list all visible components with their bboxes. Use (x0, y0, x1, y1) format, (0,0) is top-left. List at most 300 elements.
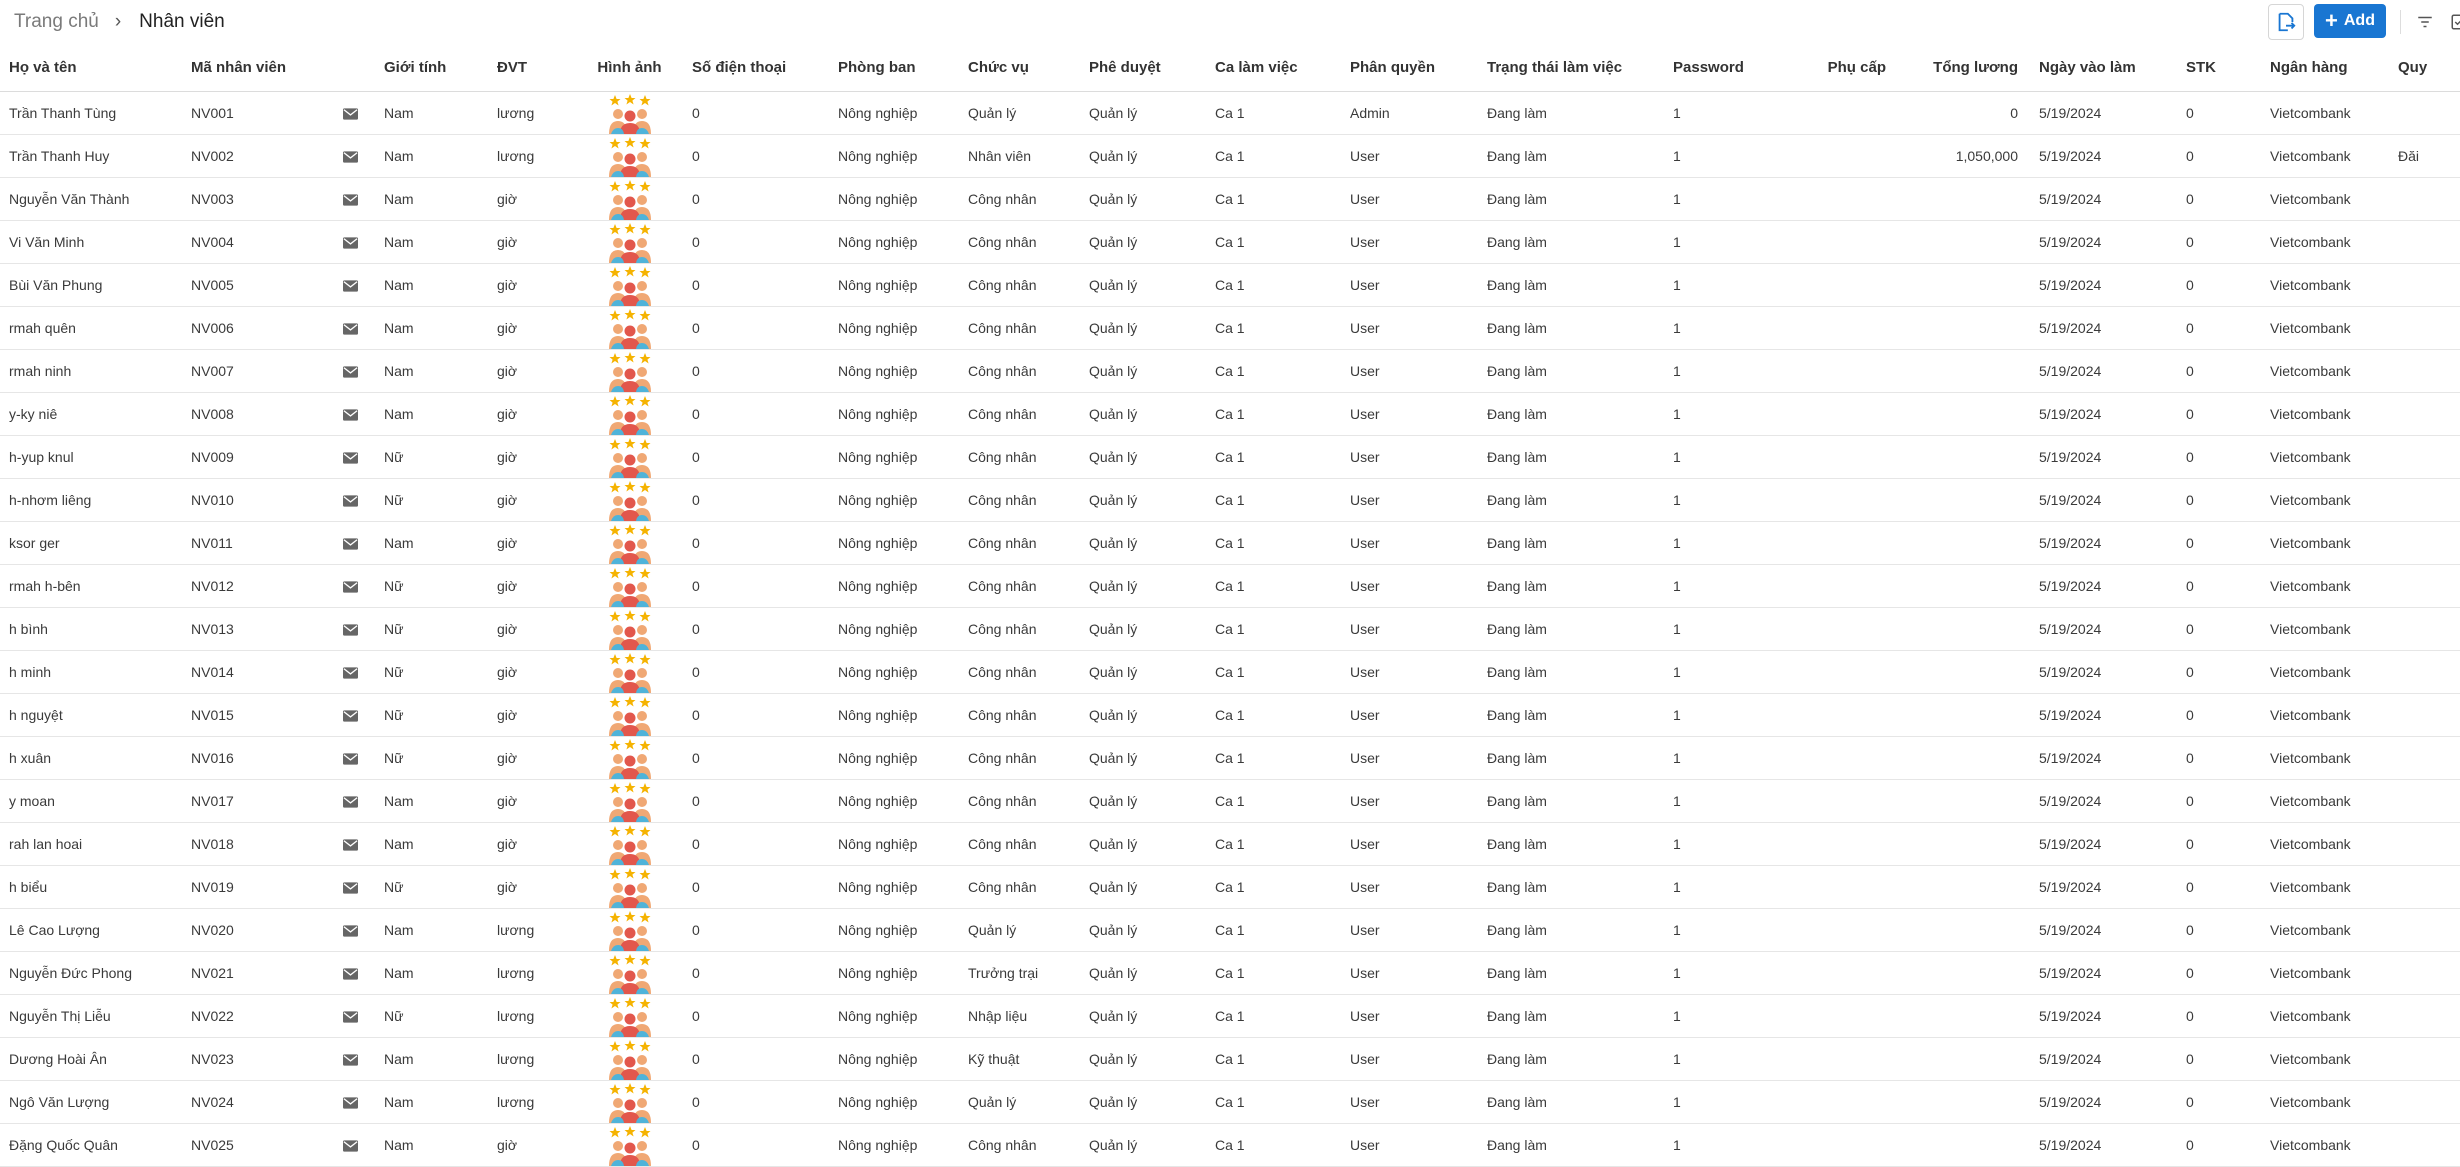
cell-perm[interactable]: User (1341, 608, 1478, 651)
cell-gender[interactable]: Nữ (375, 651, 488, 694)
cell-gender[interactable]: Nữ (375, 608, 488, 651)
export-button[interactable] (2268, 4, 2304, 40)
cell-stk[interactable]: 0 (2177, 608, 2261, 651)
cell-mail[interactable] (325, 694, 375, 737)
cell-stk[interactable]: 0 (2177, 178, 2261, 221)
cell-phone[interactable]: 0 (683, 608, 829, 651)
cell-date[interactable]: 5/19/2024 (2030, 350, 2177, 393)
cell-dept[interactable]: Nông nghiệp (829, 264, 959, 307)
cell-unit[interactable]: giờ (488, 522, 576, 565)
cell-image[interactable] (576, 350, 683, 393)
cell-unit[interactable]: giờ (488, 350, 576, 393)
cell-status[interactable]: Đang làm (1478, 1038, 1664, 1081)
cell-image[interactable] (576, 565, 683, 608)
cell-bank[interactable]: Vietcombank (2261, 135, 2389, 178)
cell-dept[interactable]: Nông nghiệp (829, 135, 959, 178)
mail-icon[interactable] (343, 409, 358, 421)
cell-code[interactable]: NV002 (182, 135, 325, 178)
mail-icon[interactable] (343, 1140, 358, 1152)
cell-name[interactable]: h-nhơm liêng (0, 479, 182, 522)
cell-pw[interactable]: 1 (1664, 780, 1783, 823)
cell-unit[interactable]: giờ (488, 608, 576, 651)
cell-allow[interactable] (1783, 565, 1898, 608)
cell-perm[interactable]: User (1341, 866, 1478, 909)
cell-unit[interactable]: lương (488, 909, 576, 952)
cell-name[interactable]: Ngô Văn Lượng (0, 1081, 182, 1124)
cell-pw[interactable]: 1 (1664, 651, 1783, 694)
cell-pw[interactable]: 1 (1664, 694, 1783, 737)
cell-shift[interactable]: Ca 1 (1206, 264, 1341, 307)
cell-perm[interactable]: User (1341, 178, 1478, 221)
cell-bank[interactable]: Vietcombank (2261, 264, 2389, 307)
cell-gender[interactable]: Nam (375, 307, 488, 350)
cell-stk[interactable]: 0 (2177, 995, 2261, 1038)
cell-total[interactable] (1898, 694, 2030, 737)
cell-name[interactable]: Dương Hoài Ân (0, 1038, 182, 1081)
cell-dept[interactable]: Nông nghiệp (829, 651, 959, 694)
cell-status[interactable]: Đang làm (1478, 436, 1664, 479)
cell-quy[interactable] (2389, 651, 2460, 694)
cell-status[interactable]: Đang làm (1478, 307, 1664, 350)
cell-pw[interactable]: 1 (1664, 436, 1783, 479)
cell-image[interactable] (576, 651, 683, 694)
cell-approve[interactable]: Quản lý (1080, 92, 1206, 135)
cell-bank[interactable]: Vietcombank (2261, 307, 2389, 350)
cell-date[interactable]: 5/19/2024 (2030, 135, 2177, 178)
column-chooser-button[interactable] (2446, 8, 2460, 36)
cell-pw[interactable]: 1 (1664, 1038, 1783, 1081)
cell-name[interactable]: Lê Cao Lượng (0, 909, 182, 952)
cell-allow[interactable] (1783, 221, 1898, 264)
cell-role[interactable]: Công nhân (959, 651, 1080, 694)
cell-status[interactable]: Đang làm (1478, 565, 1664, 608)
cell-image[interactable] (576, 92, 683, 135)
cell-stk[interactable]: 0 (2177, 307, 2261, 350)
cell-dept[interactable]: Nông nghiệp (829, 823, 959, 866)
cell-gender[interactable]: Nam (375, 264, 488, 307)
cell-phone[interactable]: 0 (683, 1038, 829, 1081)
cell-allow[interactable] (1783, 264, 1898, 307)
cell-shift[interactable]: Ca 1 (1206, 737, 1341, 780)
cell-mail[interactable] (325, 1081, 375, 1124)
cell-gender[interactable]: Nam (375, 92, 488, 135)
cell-stk[interactable]: 0 (2177, 823, 2261, 866)
cell-code[interactable]: NV014 (182, 651, 325, 694)
cell-phone[interactable]: 0 (683, 952, 829, 995)
cell-status[interactable]: Đang làm (1478, 350, 1664, 393)
cell-perm[interactable]: User (1341, 264, 1478, 307)
cell-status[interactable]: Đang làm (1478, 178, 1664, 221)
filter-button[interactable] (2412, 8, 2438, 36)
cell-gender[interactable]: Nữ (375, 694, 488, 737)
cell-gender[interactable]: Nam (375, 350, 488, 393)
cell-date[interactable]: 5/19/2024 (2030, 565, 2177, 608)
cell-code[interactable]: NV003 (182, 178, 325, 221)
cell-allow[interactable] (1783, 694, 1898, 737)
cell-code[interactable]: NV025 (182, 1124, 325, 1167)
cell-allow[interactable] (1783, 608, 1898, 651)
cell-phone[interactable]: 0 (683, 909, 829, 952)
cell-unit[interactable]: giờ (488, 178, 576, 221)
cell-image[interactable] (576, 522, 683, 565)
mail-icon[interactable] (343, 108, 358, 120)
cell-phone[interactable]: 0 (683, 264, 829, 307)
cell-approve[interactable]: Quản lý (1080, 393, 1206, 436)
cell-name[interactable]: h xuân (0, 737, 182, 780)
cell-shift[interactable]: Ca 1 (1206, 651, 1341, 694)
cell-quy[interactable] (2389, 1081, 2460, 1124)
cell-total[interactable] (1898, 909, 2030, 952)
cell-phone[interactable]: 0 (683, 1124, 829, 1167)
cell-shift[interactable]: Ca 1 (1206, 1124, 1341, 1167)
cell-approve[interactable]: Quản lý (1080, 522, 1206, 565)
cell-phone[interactable]: 0 (683, 92, 829, 135)
cell-unit[interactable]: giờ (488, 393, 576, 436)
column-header-mail[interactable] (325, 44, 375, 92)
table-row[interactable] (0, 393, 2460, 436)
cell-approve[interactable]: Quản lý (1080, 651, 1206, 694)
cell-bank[interactable]: Vietcombank (2261, 436, 2389, 479)
cell-dept[interactable]: Nông nghiệp (829, 522, 959, 565)
cell-unit[interactable]: lương (488, 1038, 576, 1081)
cell-stk[interactable]: 0 (2177, 952, 2261, 995)
cell-status[interactable]: Đang làm (1478, 1124, 1664, 1167)
cell-name[interactable]: h bình (0, 608, 182, 651)
cell-unit[interactable]: giờ (488, 823, 576, 866)
cell-total[interactable] (1898, 178, 2030, 221)
cell-approve[interactable]: Quản lý (1080, 1081, 1206, 1124)
cell-image[interactable] (576, 264, 683, 307)
cell-image[interactable] (576, 479, 683, 522)
cell-gender[interactable]: Nam (375, 909, 488, 952)
column-header-perm[interactable]: Phân quyền (1341, 44, 1478, 92)
cell-dept[interactable]: Nông nghiệp (829, 694, 959, 737)
cell-allow[interactable] (1783, 823, 1898, 866)
cell-phone[interactable]: 0 (683, 393, 829, 436)
cell-total[interactable] (1898, 565, 2030, 608)
cell-stk[interactable]: 0 (2177, 737, 2261, 780)
cell-phone[interactable]: 0 (683, 780, 829, 823)
cell-unit[interactable]: giờ (488, 264, 576, 307)
table-row[interactable] (0, 436, 2460, 479)
cell-mail[interactable] (325, 393, 375, 436)
cell-name[interactable]: Nguyễn Văn Thành (0, 178, 182, 221)
cell-code[interactable]: NV016 (182, 737, 325, 780)
cell-phone[interactable]: 0 (683, 737, 829, 780)
cell-code[interactable]: NV008 (182, 393, 325, 436)
cell-quy[interactable] (2389, 92, 2460, 135)
mail-icon[interactable] (343, 1054, 358, 1066)
cell-perm[interactable]: User (1341, 651, 1478, 694)
cell-name[interactable]: Nguyễn Thị Liễu (0, 995, 182, 1038)
cell-bank[interactable]: Vietcombank (2261, 350, 2389, 393)
column-header-img[interactable]: Hình ảnh (576, 44, 683, 92)
cell-dept[interactable]: Nông nghiệp (829, 350, 959, 393)
column-header-date[interactable]: Ngày vào làm (2030, 44, 2177, 92)
table-row[interactable] (0, 479, 2460, 522)
mail-icon[interactable] (343, 710, 358, 722)
cell-approve[interactable]: Quản lý (1080, 780, 1206, 823)
cell-unit[interactable]: giờ (488, 1124, 576, 1167)
cell-gender[interactable]: Nữ (375, 866, 488, 909)
table-row[interactable] (0, 522, 2460, 565)
cell-mail[interactable] (325, 436, 375, 479)
cell-dept[interactable]: Nông nghiệp (829, 952, 959, 995)
cell-stk[interactable]: 0 (2177, 264, 2261, 307)
cell-stk[interactable]: 0 (2177, 479, 2261, 522)
cell-approve[interactable]: Quản lý (1080, 866, 1206, 909)
cell-approve[interactable]: Quản lý (1080, 436, 1206, 479)
cell-total[interactable] (1898, 737, 2030, 780)
cell-stk[interactable]: 0 (2177, 350, 2261, 393)
cell-role[interactable]: Công nhân (959, 350, 1080, 393)
mail-icon[interactable] (343, 366, 358, 378)
cell-role[interactable]: Công nhân (959, 522, 1080, 565)
cell-stk[interactable]: 0 (2177, 522, 2261, 565)
cell-name[interactable]: rmah ninh (0, 350, 182, 393)
cell-perm[interactable]: Admin (1341, 92, 1478, 135)
cell-quy[interactable] (2389, 1038, 2460, 1081)
column-header-name[interactable]: Họ và tên (0, 44, 182, 92)
cell-bank[interactable]: Vietcombank (2261, 866, 2389, 909)
cell-gender[interactable]: Nam (375, 1038, 488, 1081)
cell-date[interactable]: 5/19/2024 (2030, 436, 2177, 479)
cell-dept[interactable]: Nông nghiệp (829, 608, 959, 651)
cell-image[interactable] (576, 780, 683, 823)
cell-code[interactable]: NV022 (182, 995, 325, 1038)
cell-shift[interactable]: Ca 1 (1206, 608, 1341, 651)
cell-role[interactable]: Công nhân (959, 780, 1080, 823)
cell-allow[interactable] (1783, 866, 1898, 909)
cell-quy[interactable] (2389, 694, 2460, 737)
cell-pw[interactable]: 1 (1664, 479, 1783, 522)
cell-name[interactable]: rmah quên (0, 307, 182, 350)
cell-approve[interactable]: Quản lý (1080, 264, 1206, 307)
cell-total[interactable] (1898, 952, 2030, 995)
cell-approve[interactable]: Quản lý (1080, 823, 1206, 866)
cell-allow[interactable] (1783, 1081, 1898, 1124)
cell-gender[interactable]: Nam (375, 522, 488, 565)
cell-mail[interactable] (325, 823, 375, 866)
cell-perm[interactable]: User (1341, 221, 1478, 264)
cell-date[interactable]: 5/19/2024 (2030, 995, 2177, 1038)
cell-bank[interactable]: Vietcombank (2261, 1081, 2389, 1124)
table-row[interactable] (0, 737, 2460, 780)
column-header-status[interactable]: Trạng thái làm việc (1478, 44, 1664, 92)
table-row[interactable] (0, 823, 2460, 866)
cell-role[interactable]: Nhân viên (959, 135, 1080, 178)
table-row[interactable] (0, 952, 2460, 995)
cell-name[interactable]: Bùi Văn Phung (0, 264, 182, 307)
table-row[interactable] (0, 1081, 2460, 1124)
cell-perm[interactable]: User (1341, 135, 1478, 178)
cell-status[interactable]: Đang làm (1478, 866, 1664, 909)
cell-role[interactable]: Công nhân (959, 608, 1080, 651)
cell-image[interactable] (576, 178, 683, 221)
cell-unit[interactable]: giờ (488, 780, 576, 823)
cell-code[interactable]: NV004 (182, 221, 325, 264)
cell-image[interactable] (576, 866, 683, 909)
cell-unit[interactable]: giờ (488, 436, 576, 479)
cell-date[interactable]: 5/19/2024 (2030, 952, 2177, 995)
cell-phone[interactable]: 0 (683, 1081, 829, 1124)
cell-bank[interactable]: Vietcombank (2261, 221, 2389, 264)
cell-status[interactable]: Đang làm (1478, 522, 1664, 565)
cell-shift[interactable]: Ca 1 (1206, 1038, 1341, 1081)
cell-stk[interactable]: 0 (2177, 1081, 2261, 1124)
cell-gender[interactable]: Nam (375, 1124, 488, 1167)
cell-total[interactable] (1898, 393, 2030, 436)
cell-pw[interactable]: 1 (1664, 995, 1783, 1038)
cell-image[interactable] (576, 608, 683, 651)
cell-total[interactable]: 0 (1898, 92, 2030, 135)
mail-icon[interactable] (343, 495, 358, 507)
cell-dept[interactable]: Nông nghiệp (829, 565, 959, 608)
cell-image[interactable] (576, 1038, 683, 1081)
cell-bank[interactable]: Vietcombank (2261, 92, 2389, 135)
cell-dept[interactable]: Nông nghiệp (829, 780, 959, 823)
cell-perm[interactable]: User (1341, 350, 1478, 393)
cell-allow[interactable] (1783, 436, 1898, 479)
cell-stk[interactable]: 0 (2177, 436, 2261, 479)
cell-perm[interactable]: User (1341, 737, 1478, 780)
cell-date[interactable]: 5/19/2024 (2030, 264, 2177, 307)
breadcrumb-home-link[interactable]: Trang chủ (14, 11, 99, 32)
cell-quy[interactable] (2389, 221, 2460, 264)
mail-icon[interactable] (343, 624, 358, 636)
cell-pw[interactable]: 1 (1664, 135, 1783, 178)
cell-quy[interactable] (2389, 608, 2460, 651)
cell-approve[interactable]: Quản lý (1080, 1038, 1206, 1081)
cell-status[interactable]: Đang làm (1478, 823, 1664, 866)
cell-status[interactable]: Đang làm (1478, 221, 1664, 264)
cell-mail[interactable] (325, 264, 375, 307)
cell-perm[interactable]: User (1341, 479, 1478, 522)
cell-dept[interactable]: Nông nghiệp (829, 866, 959, 909)
cell-unit[interactable]: giờ (488, 694, 576, 737)
cell-dept[interactable]: Nông nghiệp (829, 1038, 959, 1081)
cell-mail[interactable] (325, 92, 375, 135)
mail-icon[interactable] (343, 753, 358, 765)
cell-allow[interactable] (1783, 307, 1898, 350)
cell-stk[interactable]: 0 (2177, 92, 2261, 135)
cell-total[interactable] (1898, 608, 2030, 651)
cell-bank[interactable]: Vietcombank (2261, 780, 2389, 823)
cell-code[interactable]: NV015 (182, 694, 325, 737)
cell-quy[interactable] (2389, 909, 2460, 952)
cell-code[interactable]: NV018 (182, 823, 325, 866)
cell-date[interactable]: 5/19/2024 (2030, 909, 2177, 952)
cell-role[interactable]: Công nhân (959, 178, 1080, 221)
cell-allow[interactable] (1783, 522, 1898, 565)
cell-pw[interactable]: 1 (1664, 92, 1783, 135)
cell-bank[interactable]: Vietcombank (2261, 522, 2389, 565)
cell-gender[interactable]: Nữ (375, 565, 488, 608)
table-row[interactable] (0, 694, 2460, 737)
cell-allow[interactable] (1783, 393, 1898, 436)
cell-dept[interactable]: Nông nghiệp (829, 221, 959, 264)
cell-mail[interactable] (325, 866, 375, 909)
cell-bank[interactable]: Vietcombank (2261, 909, 2389, 952)
cell-allow[interactable] (1783, 995, 1898, 1038)
cell-approve[interactable]: Quản lý (1080, 995, 1206, 1038)
cell-phone[interactable]: 0 (683, 307, 829, 350)
table-row[interactable] (0, 178, 2460, 221)
cell-code[interactable]: NV013 (182, 608, 325, 651)
column-header-quy[interactable]: Quy (2389, 44, 2460, 92)
cell-status[interactable]: Đang làm (1478, 1081, 1664, 1124)
cell-bank[interactable]: Vietcombank (2261, 737, 2389, 780)
column-header-role[interactable]: Chức vụ (959, 44, 1080, 92)
add-button[interactable] (2314, 4, 2386, 38)
cell-pw[interactable]: 1 (1664, 909, 1783, 952)
mail-icon[interactable] (343, 151, 358, 163)
cell-shift[interactable]: Ca 1 (1206, 221, 1341, 264)
cell-image[interactable] (576, 694, 683, 737)
cell-bank[interactable]: Vietcombank (2261, 178, 2389, 221)
cell-unit[interactable]: giờ (488, 479, 576, 522)
column-header-total[interactable]: Tổng lương (1898, 44, 2030, 92)
cell-pw[interactable]: 1 (1664, 178, 1783, 221)
cell-allow[interactable] (1783, 909, 1898, 952)
cell-shift[interactable]: Ca 1 (1206, 92, 1341, 135)
cell-date[interactable]: 5/19/2024 (2030, 780, 2177, 823)
cell-dept[interactable]: Nông nghiệp (829, 92, 959, 135)
cell-name[interactable]: y moan (0, 780, 182, 823)
cell-unit[interactable]: lương (488, 995, 576, 1038)
cell-phone[interactable]: 0 (683, 565, 829, 608)
cell-pw[interactable]: 1 (1664, 608, 1783, 651)
cell-code[interactable]: NV024 (182, 1081, 325, 1124)
cell-total[interactable] (1898, 1124, 2030, 1167)
cell-dept[interactable]: Nông nghiệp (829, 1081, 959, 1124)
cell-total[interactable] (1898, 651, 2030, 694)
cell-date[interactable]: 5/19/2024 (2030, 393, 2177, 436)
cell-image[interactable] (576, 1124, 683, 1167)
cell-bank[interactable]: Vietcombank (2261, 608, 2389, 651)
cell-mail[interactable] (325, 608, 375, 651)
cell-mail[interactable] (325, 350, 375, 393)
cell-shift[interactable]: Ca 1 (1206, 436, 1341, 479)
cell-perm[interactable]: User (1341, 565, 1478, 608)
cell-total[interactable] (1898, 1081, 2030, 1124)
cell-quy[interactable] (2389, 823, 2460, 866)
column-header-allow[interactable]: Phụ cấp (1783, 44, 1898, 92)
cell-gender[interactable]: Nam (375, 221, 488, 264)
cell-perm[interactable]: User (1341, 1124, 1478, 1167)
cell-code[interactable]: NV012 (182, 565, 325, 608)
cell-total[interactable] (1898, 995, 2030, 1038)
cell-approve[interactable]: Quản lý (1080, 178, 1206, 221)
cell-perm[interactable]: User (1341, 1038, 1478, 1081)
cell-pw[interactable]: 1 (1664, 221, 1783, 264)
cell-allow[interactable] (1783, 479, 1898, 522)
cell-date[interactable]: 5/19/2024 (2030, 479, 2177, 522)
cell-total[interactable] (1898, 264, 2030, 307)
cell-code[interactable]: NV020 (182, 909, 325, 952)
cell-unit[interactable]: lương (488, 135, 576, 178)
cell-name[interactable]: ksor ger (0, 522, 182, 565)
table-row[interactable] (0, 866, 2460, 909)
cell-status[interactable]: Đang làm (1478, 608, 1664, 651)
cell-stk[interactable]: 0 (2177, 135, 2261, 178)
cell-date[interactable]: 5/19/2024 (2030, 1081, 2177, 1124)
cell-image[interactable] (576, 737, 683, 780)
cell-name[interactable]: h nguyệt (0, 694, 182, 737)
cell-mail[interactable] (325, 307, 375, 350)
table-row[interactable] (0, 135, 2460, 178)
cell-pw[interactable]: 1 (1664, 866, 1783, 909)
